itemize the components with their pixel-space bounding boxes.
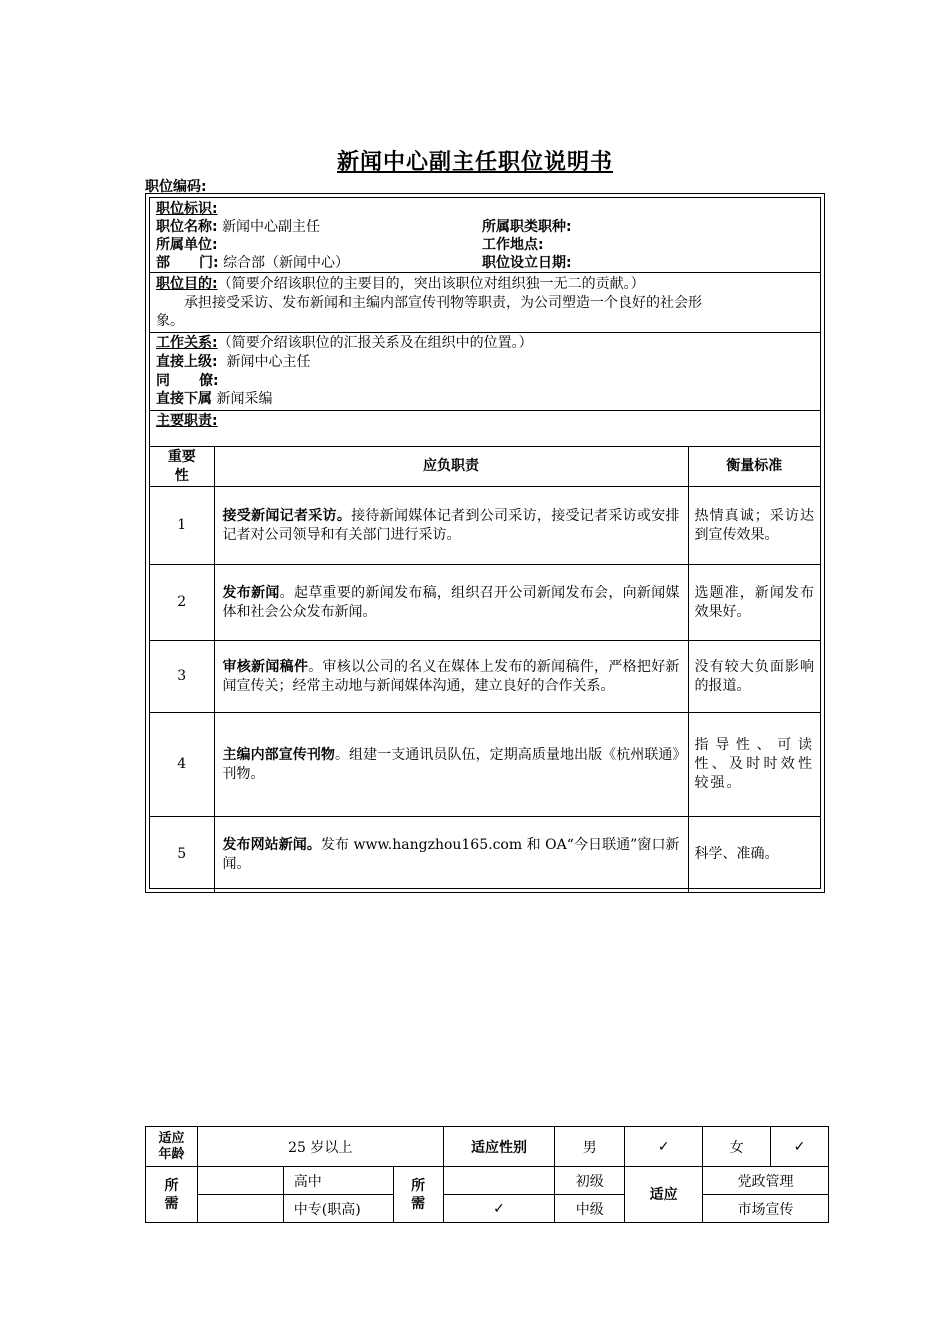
duty-detail: 。组建一支通讯员队伍，定期高质量地出版《杭州联通》刊物。 <box>222 746 680 782</box>
level-empty-1 <box>443 1167 555 1195</box>
duty-measure: 选题准，新闻发布效果好。 <box>688 565 820 641</box>
duty-text <box>214 817 688 893</box>
duty-no: 4 <box>150 713 214 817</box>
requirements-row-2 <box>146 1195 829 1223</box>
duty-measure: 没有较大负面影响的报道。 <box>688 641 820 713</box>
duties-header: 主要职责: <box>156 413 218 429</box>
duty-detail: 接待新闻媒体记者到公司采访，接受记者采访或安排记者对公司领导和有关部门进行采访。 <box>222 507 680 543</box>
female-label: 女 <box>703 1127 771 1167</box>
work-location-label: 工作地点: <box>482 237 544 253</box>
col-duty: 应负职责 <box>214 447 688 487</box>
requirements-row-age <box>146 1127 829 1167</box>
level-check-icon: ✓ <box>443 1195 555 1223</box>
unit-label: 所属单位: <box>156 237 218 253</box>
purpose-header: 职位目的: <box>156 276 218 292</box>
duty-table-header <box>150 447 820 487</box>
peer-row <box>156 372 219 391</box>
adapt-label: 适应 <box>625 1167 703 1223</box>
department-label-b: 门: <box>199 255 219 271</box>
required-label-a: 所需 <box>146 1167 198 1223</box>
level-junior: 初级 <box>555 1167 625 1195</box>
position-name-row <box>156 218 320 237</box>
peer-label-b: 僚: <box>199 373 219 389</box>
edu-vocational: 中专(职高) <box>283 1195 393 1223</box>
duty-text <box>214 487 688 565</box>
department-label-a: 部 <box>156 255 170 271</box>
male-check-icon: ✓ <box>625 1127 703 1167</box>
level-intermediate: 中级 <box>555 1195 625 1223</box>
purpose-text-2: 象。 <box>156 313 184 329</box>
duty-no: 3 <box>150 641 214 713</box>
job-description-inner <box>149 197 821 889</box>
duty-no: 2 <box>150 565 214 641</box>
col-measure: 衡量标准 <box>688 447 820 487</box>
field-marketing: 市场宣传 <box>703 1195 829 1223</box>
duty-measure: 热情真诚；采访达到宣传效果。 <box>688 487 820 565</box>
purpose-text-1: 承担接受采访、发布新闻和主编内部宣传刊物等职责，为公司塑造一个良好的社会形 <box>184 295 702 311</box>
position-code-label: 职位编码: <box>145 179 207 195</box>
duty-title: 发布网站新闻。 <box>222 836 321 853</box>
table-row <box>150 713 820 817</box>
subordinate-row <box>156 390 272 409</box>
duty-text <box>214 713 688 817</box>
table-row <box>150 487 820 565</box>
relations-header-row <box>156 334 533 353</box>
subordinate-value: 新闻采编 <box>216 391 273 407</box>
edu-empty-2 <box>197 1195 283 1223</box>
duty-title: 主编内部宣传刊物 <box>222 746 335 763</box>
edu-high-school: 高中 <box>283 1167 393 1195</box>
identity-section <box>150 198 820 273</box>
requirements-row-1 <box>146 1167 829 1195</box>
gender-label: 适应性别 <box>443 1127 555 1167</box>
duty-title: 发布新闻 <box>222 584 280 601</box>
purpose-header-row <box>156 275 645 294</box>
identity-header: 职位标识: <box>156 201 218 217</box>
superior-label: 直接上级: <box>156 354 218 370</box>
required-label-b: 所需 <box>393 1167 443 1223</box>
duty-no: 5 <box>150 817 214 893</box>
relations-hint: （简要介绍该职位的汇报关系及在组织中的位置。） <box>217 335 533 351</box>
superior-value: 新闻中心主任 <box>226 354 311 370</box>
age-label: 适应年龄 <box>146 1127 198 1167</box>
duty-detail: 发布 www.hangzhou165.com 和 OA“今日联通”窗口新闻。 <box>222 836 680 872</box>
job-description-box <box>145 193 825 893</box>
table-row <box>150 641 820 713</box>
duty-no: 1 <box>150 487 214 565</box>
duty-text <box>214 641 688 713</box>
purpose-hint: （简要介绍该职位的主要目的，突出该职位对组织独一无二的贡献。） <box>217 276 645 292</box>
job-category-label: 所属职类职种: <box>482 219 572 235</box>
edu-empty-1 <box>197 1167 283 1195</box>
table-row <box>150 565 820 641</box>
table-row <box>150 817 820 893</box>
female-check-icon: ✓ <box>771 1127 829 1167</box>
relations-header: 工作关系: <box>156 335 218 351</box>
age-value: 25 岁以上 <box>197 1127 443 1167</box>
position-name-value: 新闻中心副主任 <box>222 219 321 235</box>
position-name-label: 职位名称: <box>156 219 218 235</box>
duty-detail: 。审核以公司的名义在媒体上发布的新闻稿件，严格把好新闻宣传关；经常主动地与新闻媒体沟通，建立良好的合作关系。 <box>222 658 680 694</box>
subordinate-label: 直接下属 <box>156 391 212 407</box>
duty-title: 接受新闻记者采访。 <box>222 507 352 524</box>
duty-detail: 。起草重要的新闻发布稿，组织召开公司新闻发布会，向新闻媒体和社会公众发布新闻。 <box>222 584 680 620</box>
relations-section <box>150 332 820 411</box>
duty-measure: 指导性、可读性、及时时效性较强。 <box>688 713 820 817</box>
duty-table <box>150 446 820 893</box>
peer-label-a: 同 <box>156 373 170 389</box>
duty-text <box>214 565 688 641</box>
field-party-admin: 党政管理 <box>703 1167 829 1195</box>
male-label: 男 <box>555 1127 625 1167</box>
duty-title: 审核新闻稿件 <box>222 658 309 675</box>
department-row <box>156 254 349 273</box>
department-value: 综合部（新闻中心） <box>223 255 350 271</box>
col-importance: 重要性 <box>150 447 214 487</box>
purpose-section <box>150 272 820 333</box>
superior-row <box>156 353 311 372</box>
requirements-table <box>145 1126 829 1223</box>
page-title: 新闻中心副主任职位说明书 <box>336 150 613 175</box>
establish-date-label: 职位设立日期: <box>482 255 572 271</box>
duty-measure: 科学、准确。 <box>688 817 820 893</box>
